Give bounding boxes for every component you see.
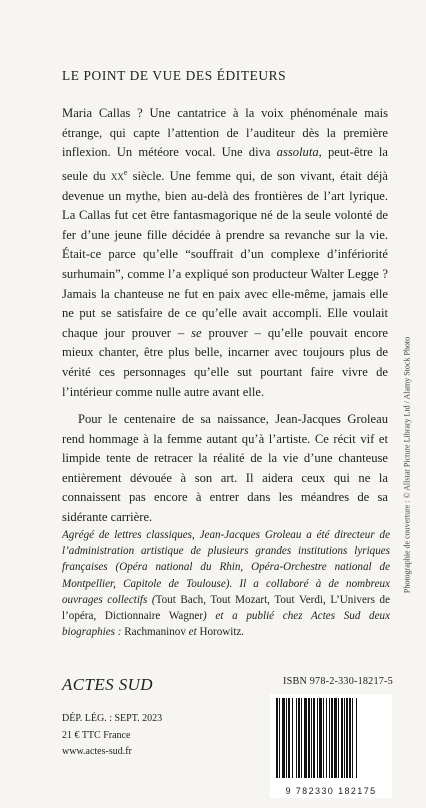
bio-works: Rachmaninov bbox=[124, 626, 186, 639]
bio-text: Agrégé de lettres classiques, Jean-Jacques Groleau a été directeur de l’administration artistique de plusieurs grandes institutions lyriques françaises (Opéra national du Rhin, Opéra-Orchestre national de Montpellier, Capitole de Toulouse). Il a collaboré à de nombreux ouvrages collectifs ( bbox=[62, 529, 390, 606]
century-superscript: e bbox=[123, 167, 128, 177]
blurb-paragraph-2: Pour le centenaire de sa naissance, Jean-Jacques Groleau rend hommage à la femme autant qu’à l’artiste. Ce récit vif et limpide tente de retracer la réalité de la vie d’une chanteuse entièrement dévouée à son art. Il aidera ceux qui ne la connaissent pas encore à entrer dans les méandres de sa sidérante carrière. bbox=[62, 412, 388, 525]
barcode-bar bbox=[313, 698, 315, 778]
barcode-bar bbox=[298, 698, 300, 778]
blurb bbox=[62, 104, 388, 528]
barcode-bar bbox=[308, 698, 310, 778]
bio-text: ) et a publié chez Actes Sud deux biographies : bbox=[62, 610, 390, 639]
barcode-bar bbox=[334, 698, 337, 778]
blurb-italic-term: assoluta bbox=[276, 145, 319, 160]
blurb-italic-term: se bbox=[191, 325, 202, 340]
barcode-bar bbox=[326, 698, 327, 778]
barcode-bar bbox=[346, 698, 348, 778]
barcode-bar bbox=[349, 698, 351, 778]
century-numeral: xx bbox=[110, 168, 124, 183]
publisher-logo: ACTES SUD bbox=[62, 675, 153, 694]
price: 21 € TTC France bbox=[62, 729, 131, 741]
barcode-bar bbox=[352, 698, 353, 778]
barcode-bar bbox=[341, 698, 343, 778]
barcode-bar bbox=[286, 698, 287, 778]
blurb-text: siècle. Une femme qui, de son vivant, était déjà devenue un mythe, bien au-delà des frontières de l’art lyrique. La Callas fut cet être fantasmagorique né de la seule volonté de fer d’une jeune fille décidée à prendre sa revanche sur la vie. Était-ce parce qu’elle “souffrait d’un complexe d’infériorité surhumain”, comme l’a expliqué son producteur Walter Legge ? Jamais la chanteuse ne fut en paix avec elle-même, jamais elle ne put se satisfaire de ce qu’elle avait accompli. Elle voulait chaque jour prouver – bbox=[62, 168, 388, 340]
barcode-bar bbox=[319, 698, 322, 778]
blurb-text: prouver – qu’elle pouvait encore mieux chanter, être plus belle, incarner avec toujours plus de vérité ces personnages qu’elle sut pourtant faire vivre de l’intérieur comme nulle autre avant elle. bbox=[62, 325, 388, 399]
bio-text: . bbox=[241, 626, 245, 639]
barcode-bar bbox=[288, 698, 290, 778]
barcode-bar bbox=[356, 698, 357, 778]
barcode-bar bbox=[301, 698, 302, 778]
barcode-bar bbox=[296, 698, 297, 778]
barcode-bar bbox=[276, 698, 278, 778]
barcode bbox=[270, 694, 392, 798]
website: www.actes-sud.fr bbox=[62, 746, 132, 757]
barcode-bar bbox=[323, 698, 324, 778]
bio-text: et bbox=[185, 626, 200, 639]
barcode-digits: 9 782330 182175 bbox=[285, 786, 377, 796]
author-bio bbox=[62, 527, 390, 640]
bio-works: Horowitz bbox=[199, 626, 242, 639]
blurb-text: , peut-être la seule du bbox=[62, 145, 388, 183]
barcode-bar bbox=[292, 698, 293, 778]
blurb-paragraph-1 bbox=[62, 104, 388, 402]
page-title: LE POINT DE VUE DES ÉDITEURS bbox=[62, 68, 287, 83]
barcode-bar bbox=[279, 698, 280, 778]
photo-credit bbox=[400, 250, 414, 680]
barcode-bar bbox=[329, 698, 330, 778]
barcode-bar bbox=[282, 698, 285, 778]
barcode-bar bbox=[338, 698, 339, 778]
barcode-bar bbox=[344, 698, 345, 778]
legal-deposit: DÉP. LÉG. : SEPT. 2023 bbox=[62, 713, 163, 724]
barcode-bar bbox=[311, 698, 312, 778]
photo-credit-text: Photographie de couverture : © Allstar Picture Library Ltd / Alamy Stock Photo bbox=[402, 336, 412, 594]
barcode-bar bbox=[317, 698, 318, 778]
blurb-text: Maria Callas ? Une cantatrice à la voix phénoménale mais étrange, qui capte l’attention de l’auditeur dès la première inflexion. Un météore vocal. Une diva bbox=[62, 106, 388, 160]
bio-works: Tout Bach, Tout Mozart, Tout Verdi, L’Univers de l’opéra, Dictionnaire Wagner bbox=[62, 593, 390, 623]
barcode-bar bbox=[331, 698, 333, 778]
barcode-bars bbox=[276, 698, 386, 778]
isbn: ISBN 978-2-330-18217-5 bbox=[283, 676, 393, 687]
barcode-bar bbox=[304, 698, 307, 778]
legal-info bbox=[62, 711, 162, 761]
